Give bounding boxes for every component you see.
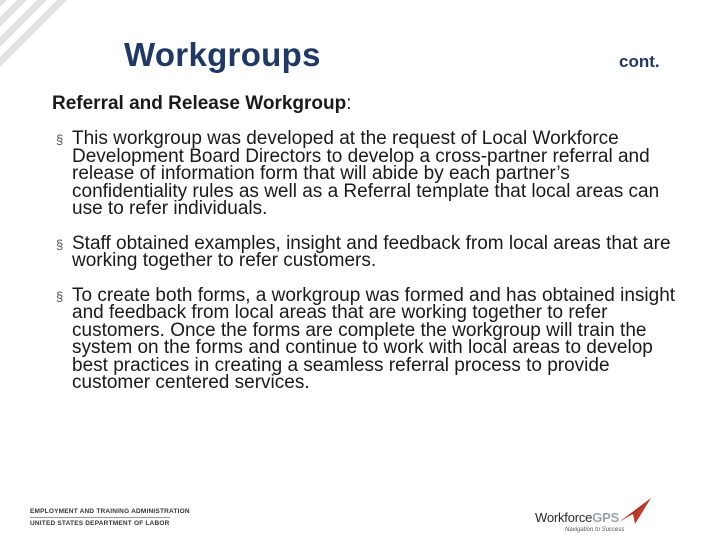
bullet-item	[52, 130, 682, 218]
slide-title: Workgroups	[124, 36, 321, 73]
section-subtitle	[52, 93, 352, 115]
bullet-text: Staff obtained examples, insight and feedback from local areas that are working together to refer customers.	[72, 232, 671, 271]
subtitle-text: Referral and Release Workgroup	[52, 93, 347, 114]
logo-wordmark	[535, 510, 619, 525]
bullet-item	[52, 284, 682, 393]
bullet-marker-icon: §	[56, 236, 64, 252]
agency-line-1: EMPLOYMENT AND TRAINING ADMINISTRATION	[30, 508, 190, 515]
bullet-text: To create both forms, a workgroup was formed and has obtained insight and feedback from local areas that are working together to refer customers. Once the forms are complete the workgroup will train the system on the forms and continue to work with local areas to develop best practices in creating a seamless referral process to provide customer centered services.	[72, 284, 676, 393]
agency-footer	[30, 507, 190, 528]
bullet-item	[52, 232, 682, 271]
bullet-marker-icon: §	[56, 288, 64, 304]
bullet-text: This workgroup was developed at the request of Local Workforce Development Board Directors to develop a cross-partner referral and release of information form that will abide by each partner’s confidentiality rules as well as a Referral template that local areas can use to refer individuals.	[72, 128, 660, 219]
agency-divider	[30, 517, 170, 518]
logo-name-part1: Workforce	[535, 510, 593, 525]
subtitle-colon: :	[346, 93, 352, 114]
continued-label: cont.	[619, 52, 660, 71]
corner-stripes-decoration	[0, 0, 90, 90]
agency-line-2: UNITED STATES DEPARTMENT OF LABOR	[30, 520, 170, 527]
logo-name-part2: GPS	[592, 510, 620, 525]
bullet-marker-icon: §	[56, 132, 64, 147]
workforce-gps-logo	[535, 496, 695, 536]
bullet-list	[52, 130, 682, 409]
logo-tagline: Navigation to Success	[565, 527, 625, 533]
logo-arrow-icon	[615, 496, 655, 526]
